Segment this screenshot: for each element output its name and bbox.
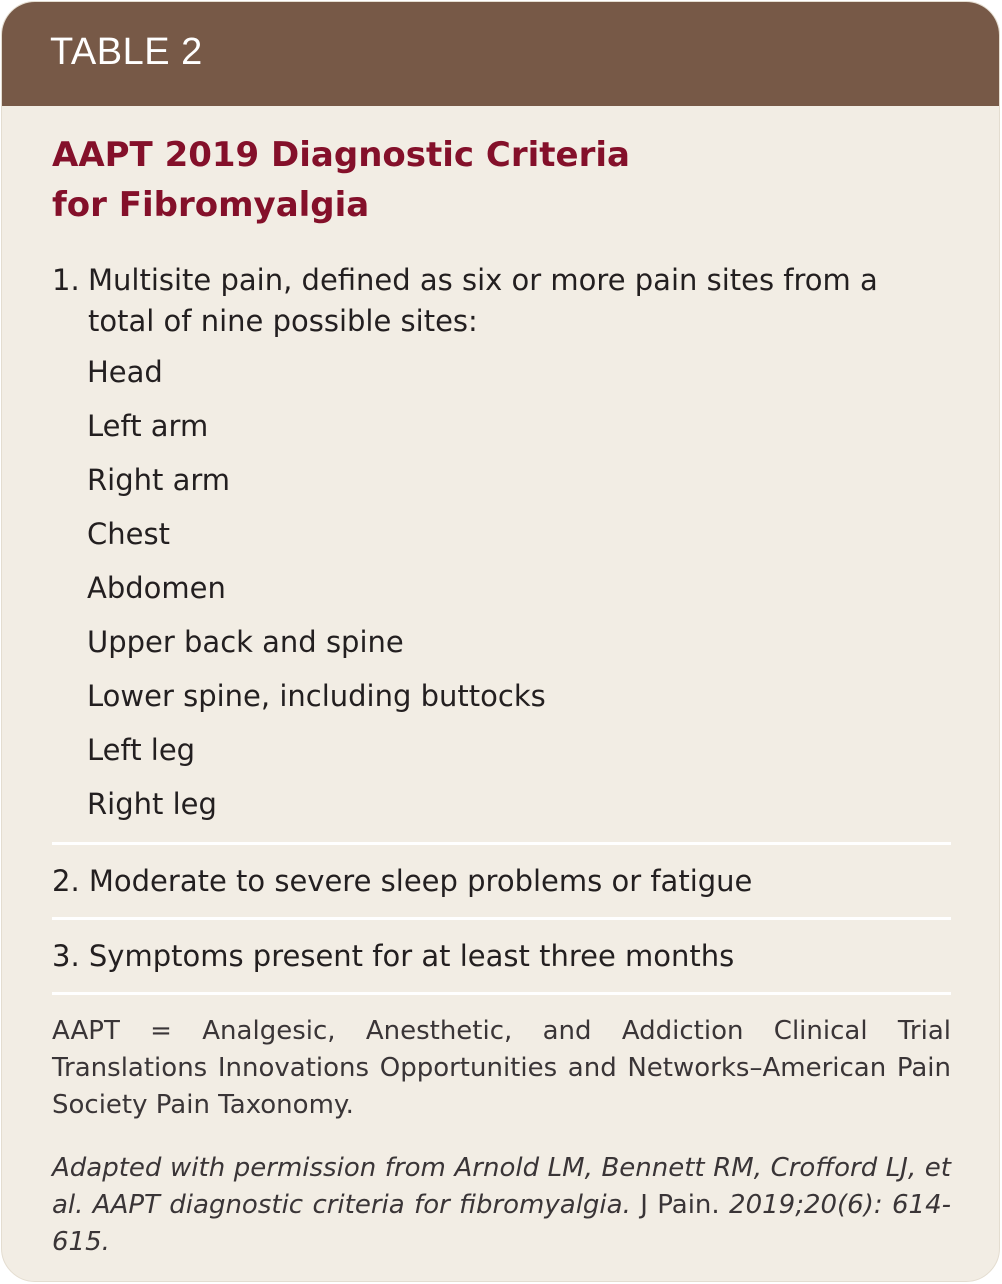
pain-site: Lower spine, including buttocks [87,679,546,713]
table-content [52,130,951,1282]
divider [52,992,951,995]
criterion-1 [52,260,951,842]
source-citation-part-1: Adapted with permission from Arnold LM, Bennett RM, Crofford LJ, et al. AAPT diagnostic criteria for fibromyalgia. [52,1153,951,1220]
pain-site: Head [87,355,163,389]
pain-site: Left arm [87,409,209,443]
source-journal: J Pain. [630,1190,730,1220]
pain-site: Left leg [87,733,196,767]
table-title [52,130,692,230]
abbreviation-footnote: AAPT = Analgesic, Anesthetic, and Addiction Clinical Trial Translations Innovations Opportunities and Networks–American Pain Society Pain Taxonomy. [52,1016,951,1120]
criterion-3: 3. Symptoms present for at least three months [52,939,735,973]
criterion-2: 2. Moderate to severe sleep problems or fatigue [52,864,753,898]
criterion-1-lead [52,260,951,342]
source-citation-part-2: 2019;20(6): 614-615. [52,1190,952,1257]
table-header [2,2,999,106]
criterion-1-text: Multisite pain, defined as six or more pain sites from a total of nine possible sites: [88,263,878,338]
pain-site: Right arm [87,463,231,497]
criterion-1-number: 1. [52,263,80,297]
table-card [1,1,1000,1282]
pain-site: Right leg [87,787,217,821]
table-title-line-1: AAPT 2019 Diagnostic Criteria [52,135,630,175]
pain-site: Abdomen [87,571,226,605]
pain-site: Chest [87,517,170,551]
source-footnote [52,1150,951,1261]
table-title-line-2: for Fibromyalgia [52,185,370,225]
table-label: TABLE 2 [50,30,203,73]
pain-sites-list [87,354,951,822]
pain-site: Upper back and spine [87,625,404,659]
